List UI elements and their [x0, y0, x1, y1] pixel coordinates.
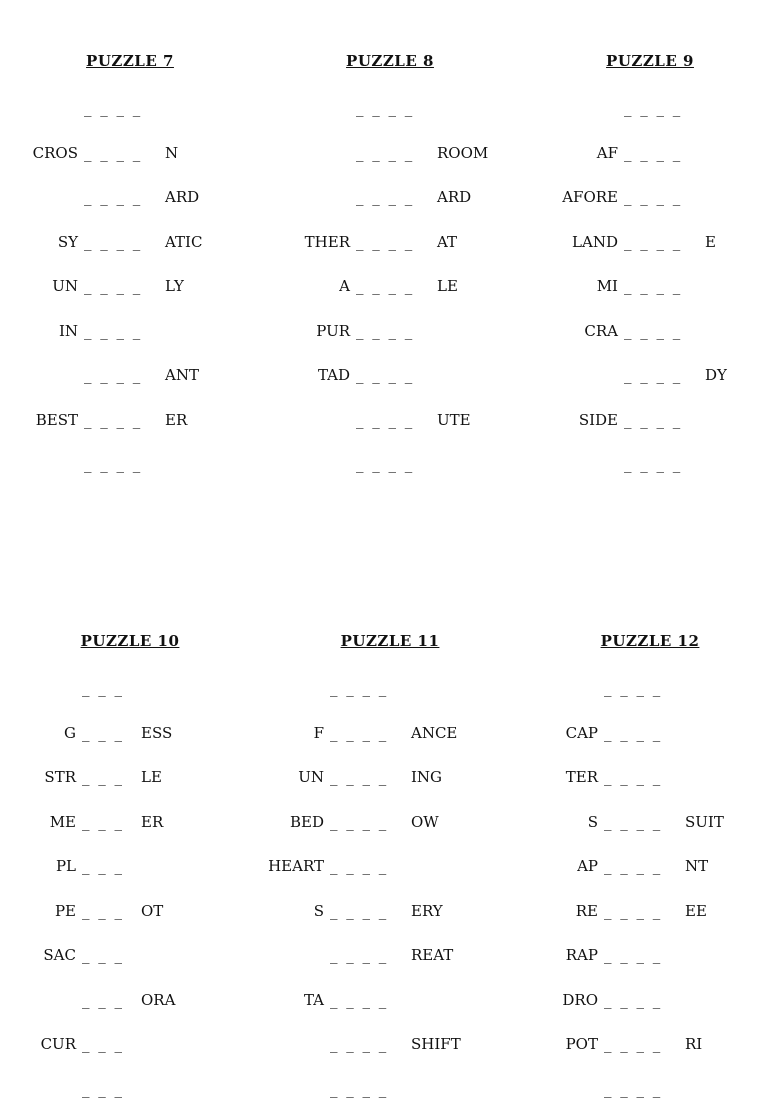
- letter-blanks[interactable]: _ _ _ _: [356, 321, 415, 340]
- word-prefix: PUR: [316, 321, 350, 340]
- word-prefix: A: [339, 277, 350, 295]
- puzzle-row: [260, 899, 520, 923]
- puzzle-row: [520, 1032, 780, 1056]
- puzzle-row: [260, 943, 520, 967]
- puzzle-title: PUZZLE 9: [606, 52, 694, 70]
- word-prefix: CUR: [40, 1035, 76, 1053]
- word-suffix: RI: [685, 1035, 703, 1053]
- letter-blanks[interactable]: _ _ _ _: [84, 410, 143, 429]
- letter-blanks[interactable]: _ _ _ _: [330, 1079, 389, 1098]
- puzzle-row: [0, 96, 260, 120]
- puzzle-row: [520, 988, 780, 1012]
- letter-blanks[interactable]: _ _ _ _: [356, 277, 415, 295]
- puzzle-row: [0, 1077, 260, 1101]
- word-suffix: LY: [165, 277, 184, 295]
- word-prefix: IN: [58, 321, 78, 340]
- puzzle-title: PUZZLE 12: [600, 632, 700, 650]
- puzzle-row: [0, 408, 260, 432]
- word-suffix: LE: [437, 277, 458, 295]
- word-prefix: ME: [49, 812, 76, 831]
- word-prefix: POT: [565, 1035, 598, 1053]
- letter-blanks[interactable]: _ _ _ _: [624, 321, 683, 340]
- word-suffix: ERY: [411, 901, 443, 920]
- puzzle-7: [0, 52, 260, 512]
- puzzle-row: [520, 899, 780, 923]
- letter-blanks[interactable]: _ _ _ _: [84, 143, 143, 162]
- word-prefix: LAND: [572, 232, 618, 251]
- puzzle-8: [260, 52, 520, 512]
- letter-blanks[interactable]: _ _ _: [82, 1079, 125, 1098]
- word-prefix: BEST: [35, 410, 78, 429]
- word-prefix: CROS: [32, 143, 78, 162]
- puzzle-10: [0, 632, 260, 1098]
- word-suffix: SUIT: [685, 812, 724, 831]
- puzzle-row: [520, 141, 780, 165]
- letter-blanks[interactable]: _ _ _ _: [356, 410, 415, 429]
- word-prefix: HEART: [268, 857, 324, 875]
- word-prefix: TER: [565, 768, 598, 786]
- letter-blanks[interactable]: _ _ _ _: [330, 723, 389, 742]
- word-prefix: BED: [290, 812, 324, 831]
- puzzle-row: [0, 943, 260, 967]
- puzzle-row: [260, 1032, 520, 1056]
- letter-blanks[interactable]: _ _ _ _: [356, 143, 415, 162]
- word-prefix: AF: [596, 143, 618, 162]
- word-suffix: E: [705, 232, 716, 251]
- letter-blanks[interactable]: _ _ _ _: [84, 366, 143, 384]
- word-prefix: UN: [298, 768, 324, 786]
- word-prefix: G: [64, 723, 76, 742]
- puzzle-title: PUZZLE 8: [346, 52, 434, 70]
- letter-blanks[interactable]: _ _ _ _: [84, 277, 143, 295]
- puzzle-row: [0, 319, 260, 343]
- word-prefix: SY: [57, 232, 78, 251]
- letter-blanks[interactable]: _ _ _: [82, 946, 125, 964]
- letter-blanks[interactable]: _ _ _ _: [356, 455, 415, 473]
- puzzle-row: [520, 96, 780, 120]
- word-prefix: SAC: [43, 946, 76, 964]
- letter-blanks[interactable]: _ _ _ _: [356, 188, 415, 206]
- letter-blanks[interactable]: _ _ _ _: [604, 901, 663, 920]
- word-suffix: ESS: [141, 723, 173, 742]
- puzzle-row: [0, 899, 260, 923]
- puzzle-title: PUZZLE 7: [86, 52, 174, 70]
- letter-blanks[interactable]: _ _ _ _: [84, 188, 143, 206]
- puzzle-row: [260, 274, 520, 298]
- puzzle-row: [520, 676, 780, 700]
- puzzle-row: [260, 988, 520, 1012]
- puzzle-row: [0, 274, 260, 298]
- puzzle-row: [0, 988, 260, 1012]
- letter-blanks[interactable]: _ _ _ _: [84, 455, 143, 473]
- word-suffix: ER: [165, 410, 188, 429]
- puzzle-row: [260, 185, 520, 209]
- word-suffix: SHIFT: [411, 1035, 461, 1053]
- puzzle-row: [520, 810, 780, 834]
- word-prefix: S: [313, 901, 324, 920]
- letter-blanks[interactable]: _ _ _ _: [356, 366, 415, 384]
- word-suffix: OW: [411, 812, 439, 831]
- word-prefix: S: [587, 812, 598, 831]
- word-prefix: CRA: [584, 321, 618, 340]
- puzzle-12: [520, 632, 780, 1098]
- puzzle-row: [0, 452, 260, 476]
- word-prefix: AFORE: [562, 188, 618, 206]
- puzzle-row: [520, 943, 780, 967]
- puzzle-row: [260, 676, 520, 700]
- letter-blanks[interactable]: _ _ _ _: [604, 990, 663, 1009]
- word-suffix: ARD: [437, 188, 472, 206]
- puzzle-row: [520, 319, 780, 343]
- word-prefix: MI: [596, 277, 618, 295]
- puzzle-row: [520, 452, 780, 476]
- puzzle-row: [260, 230, 520, 254]
- word-suffix: ARD: [165, 188, 200, 206]
- puzzle-row: [0, 721, 260, 745]
- word-suffix: ING: [411, 768, 443, 786]
- word-suffix: ER: [141, 812, 164, 831]
- puzzle-row: [520, 854, 780, 878]
- puzzle-row: [520, 765, 780, 789]
- letter-blanks[interactable]: _ _ _ _: [604, 812, 663, 831]
- letter-blanks[interactable]: _ _ _ _: [604, 679, 663, 697]
- word-suffix: EE: [685, 901, 707, 920]
- word-prefix: SIDE: [578, 410, 618, 429]
- puzzle-row: [520, 1077, 780, 1101]
- letter-blanks[interactable]: _ _ _ _: [356, 232, 415, 251]
- letter-blanks[interactable]: _ _ _ _: [330, 990, 389, 1009]
- letter-blanks[interactable]: _ _ _ _: [604, 1079, 663, 1098]
- puzzle-row: [260, 810, 520, 834]
- word-suffix: ROOM: [437, 143, 489, 162]
- word-suffix: REAT: [411, 946, 454, 964]
- puzzle-row: [520, 274, 780, 298]
- puzzle-row: [260, 319, 520, 343]
- word-suffix: AT: [437, 232, 458, 251]
- letter-blanks[interactable]: _ _ _ _: [604, 723, 663, 742]
- letter-blanks[interactable]: _ _ _: [82, 812, 125, 831]
- letter-blanks[interactable]: _ _ _: [82, 857, 125, 875]
- puzzle-row: [260, 363, 520, 387]
- letter-blanks[interactable]: _ _ _ _: [84, 232, 143, 251]
- letter-blanks[interactable]: _ _ _ _: [624, 410, 683, 429]
- word-prefix: AP: [577, 857, 598, 875]
- puzzle-row: [0, 1032, 260, 1056]
- word-prefix: CAP: [565, 723, 598, 742]
- puzzle-row: [520, 721, 780, 745]
- letter-blanks[interactable]: _ _ _ _: [624, 277, 683, 295]
- word-prefix: PL: [55, 857, 76, 875]
- word-suffix: ATIC: [165, 232, 203, 251]
- letter-blanks[interactable]: _ _ _ _: [624, 232, 683, 251]
- puzzle-row: [0, 765, 260, 789]
- puzzle-11: [260, 632, 520, 1098]
- puzzle-row: [260, 408, 520, 432]
- puzzle-title: PUZZLE 10: [80, 632, 180, 650]
- letter-blanks[interactable]: _ _ _ _: [624, 143, 683, 162]
- letter-blanks[interactable]: _ _ _ _: [330, 1035, 389, 1053]
- word-prefix: UN: [52, 277, 78, 295]
- letter-blanks[interactable]: _ _ _ _: [330, 857, 389, 875]
- puzzle-title: PUZZLE 11: [340, 632, 440, 650]
- letter-blanks[interactable]: _ _ _ _: [624, 366, 683, 384]
- word-suffix: NT: [685, 857, 709, 875]
- letter-blanks[interactable]: _ _ _ _: [330, 768, 389, 786]
- word-prefix: F: [313, 723, 324, 742]
- letter-blanks[interactable]: _ _ _: [82, 679, 125, 697]
- word-prefix: THER: [304, 232, 350, 251]
- letter-blanks[interactable]: _ _ _ _: [624, 99, 683, 117]
- word-suffix: ORA: [141, 990, 176, 1009]
- letter-blanks[interactable]: _ _ _ _: [604, 946, 663, 964]
- puzzle-row: [0, 230, 260, 254]
- puzzle-row: [0, 141, 260, 165]
- puzzle-row: [520, 185, 780, 209]
- letter-blanks[interactable]: _ _ _ _: [84, 99, 143, 117]
- word-suffix: OT: [141, 901, 164, 920]
- word-prefix: TAD: [317, 366, 350, 384]
- word-suffix: N: [165, 143, 179, 162]
- puzzle-row: [520, 408, 780, 432]
- word-prefix: DRO: [562, 990, 598, 1009]
- puzzle-row: [260, 854, 520, 878]
- letter-blanks[interactable]: _ _ _: [82, 1035, 125, 1053]
- letter-blanks[interactable]: _ _ _ _: [330, 812, 389, 831]
- letter-blanks[interactable]: _ _ _ _: [604, 1035, 663, 1053]
- puzzle-row: [260, 96, 520, 120]
- word-prefix: STR: [44, 768, 76, 786]
- letter-blanks[interactable]: _ _ _ _: [330, 946, 389, 964]
- word-prefix: RAP: [565, 946, 598, 964]
- puzzle-row: [520, 363, 780, 387]
- word-suffix: LE: [141, 768, 162, 786]
- word-prefix: PE: [54, 901, 76, 920]
- letter-blanks[interactable]: _ _ _ _: [604, 857, 663, 875]
- puzzle-row: [0, 676, 260, 700]
- puzzle-row: [260, 141, 520, 165]
- word-prefix: TA: [303, 990, 324, 1009]
- letter-blanks[interactable]: _ _ _ _: [330, 679, 389, 697]
- puzzle-row: [520, 230, 780, 254]
- word-suffix: ANCE: [411, 723, 458, 742]
- letter-blanks[interactable]: _ _ _: [82, 723, 125, 742]
- letter-blanks[interactable]: _ _ _ _: [356, 99, 415, 117]
- letter-blanks[interactable]: _ _ _ _: [330, 901, 389, 920]
- puzzle-row: [260, 452, 520, 476]
- letter-blanks[interactable]: _ _ _ _: [604, 768, 663, 786]
- puzzle-9: [520, 52, 780, 512]
- letter-blanks[interactable]: _ _ _ _: [624, 455, 683, 473]
- puzzle-row: [260, 721, 520, 745]
- puzzle-row: [0, 363, 260, 387]
- letter-blanks[interactable]: _ _ _ _: [84, 321, 143, 340]
- word-suffix: DY: [705, 366, 727, 384]
- letter-blanks[interactable]: _ _ _: [82, 901, 125, 920]
- word-suffix: UTE: [437, 410, 471, 429]
- puzzle-row: [260, 765, 520, 789]
- word-suffix: ANT: [165, 366, 199, 384]
- word-prefix: RE: [575, 901, 598, 920]
- letter-blanks[interactable]: _ _ _: [82, 768, 125, 786]
- puzzle-row: [0, 854, 260, 878]
- puzzle-row: [0, 185, 260, 209]
- letter-blanks[interactable]: _ _ _ _: [624, 188, 683, 206]
- letter-blanks[interactable]: _ _ _: [82, 990, 125, 1009]
- puzzle-row: [260, 1077, 520, 1101]
- puzzle-row: [0, 810, 260, 834]
